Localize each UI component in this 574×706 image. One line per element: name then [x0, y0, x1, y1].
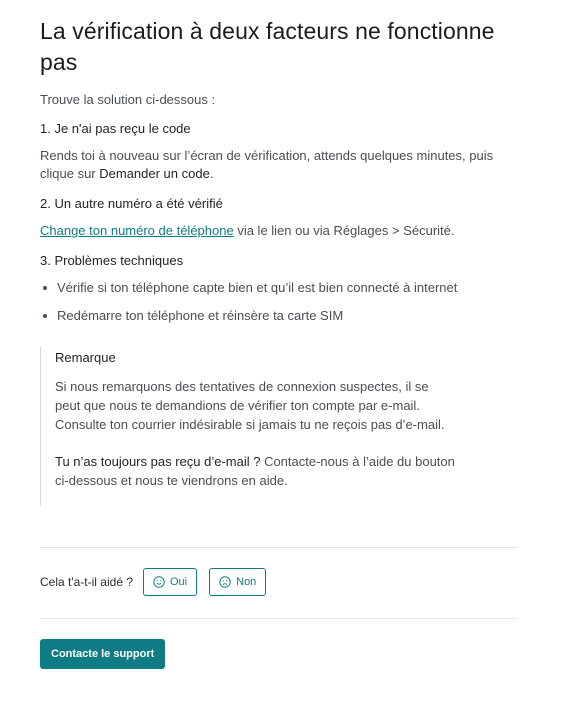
note-text-rest: Contacte-nous à l’aide du bouton ci-dessous et nous te viendrons en aide. [55, 454, 455, 488]
list-item [40, 307, 518, 325]
help-article [40, 0, 518, 506]
step-2-heading: 2. Un autre numéro a été vérifié [40, 196, 223, 211]
note-title: Remarque [55, 350, 116, 365]
step-3-heading: 3. Problèmes techniques [40, 253, 184, 268]
list-item-text: Redémarre ton téléphone et réinsère ta carte SIM [57, 308, 344, 323]
step-1-text [40, 147, 518, 183]
bullet-icon [43, 286, 47, 290]
list-item [40, 279, 518, 297]
note-text-bold: Tu n’as toujours pas reçu d’e-mail ? [55, 454, 261, 469]
feedback-yes-label: Oui [170, 576, 188, 588]
note-callout [40, 347, 455, 506]
intro-text: Trouve la solution ci-dessous : [40, 92, 216, 107]
feedback-label: Cela t'a-t-il aidé ? [40, 575, 133, 589]
note-text: Si nous remarquons des tentatives de connexion suspectes, il se peut que nous te demandions de vérifier ton compte par e-mail. Consulte ton courrier indésirable si jamais tu ne reçois pas d’e-mail. [55, 379, 445, 432]
change-phone-link[interactable]: Change ton numéro de téléphone [40, 223, 234, 238]
step-1-heading: 1. Je n'ai pas reçu le code [40, 121, 191, 136]
smile-icon [153, 576, 165, 588]
frown-icon [219, 576, 231, 588]
bullet-icon [43, 314, 47, 318]
contact-support-button[interactable]: Contacte le support [40, 639, 165, 669]
note-text-secondary [55, 452, 455, 490]
step-1-text-start: Rends toi à nouveau sur l’écran de vérification, attends quelques minutes, puis clique sur [40, 148, 494, 181]
step-3-list [40, 279, 518, 325]
divider [40, 547, 518, 548]
step-2-text-end: via le lien ou via Réglages > Sécurité. [233, 223, 455, 238]
page-title: La vérification à deux facteurs ne fonctionne pas [40, 18, 495, 75]
list-item-text: Vérifie si ton téléphone capte bien et qu’il est bien connecté à internet [57, 280, 458, 295]
divider [40, 618, 518, 619]
step-1-text-bold: Demander un code [99, 166, 210, 181]
feedback-row [40, 568, 278, 596]
feedback-yes-button[interactable] [143, 568, 197, 596]
step-1-text-end: . [209, 166, 214, 181]
feedback-no-button[interactable] [209, 568, 266, 596]
step-2-text [40, 222, 518, 240]
feedback-no-label: Non [236, 576, 257, 588]
